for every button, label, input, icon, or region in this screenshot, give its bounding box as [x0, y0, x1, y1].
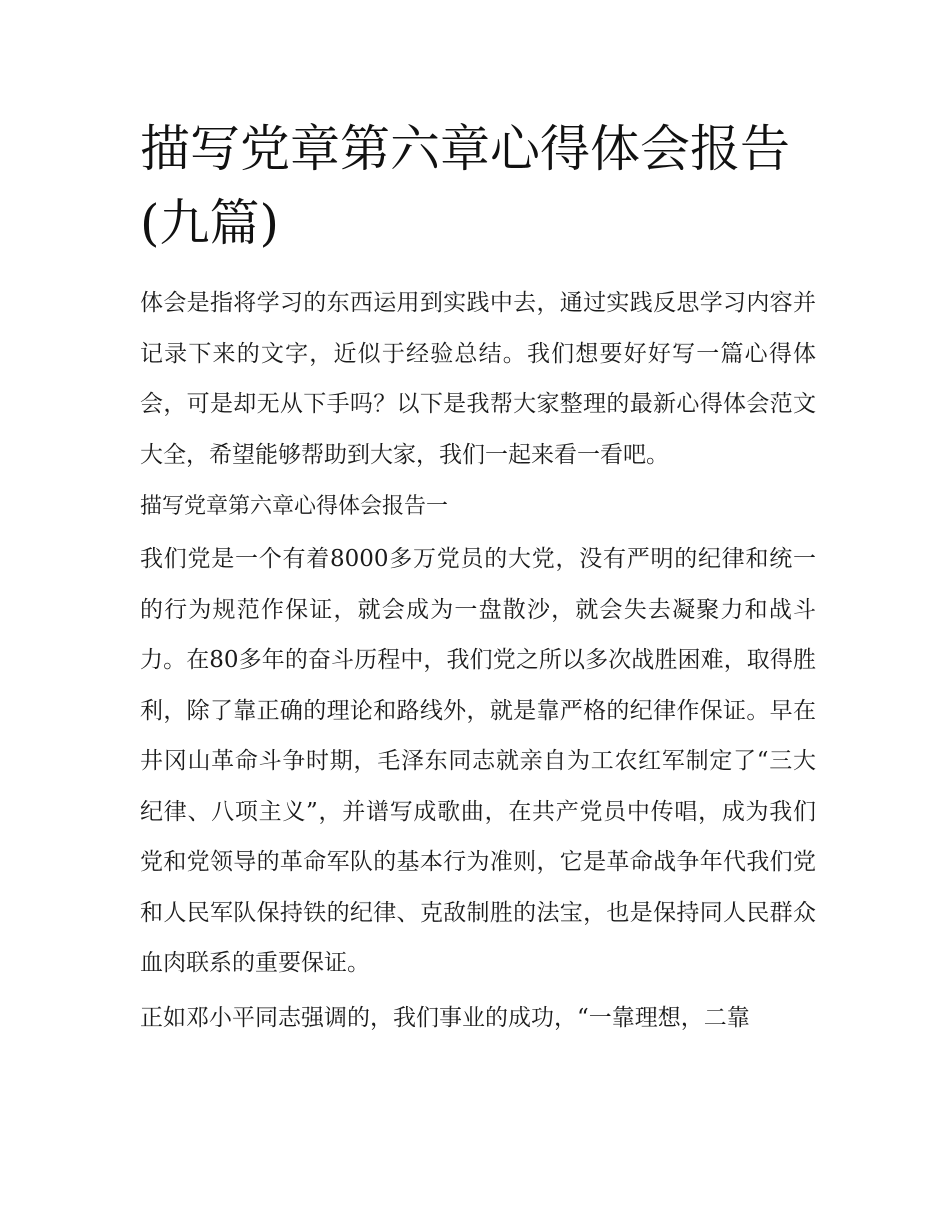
document-body	[140, 278, 816, 1047]
document-title: 描写党章第六章心得体会报告(九篇)	[140, 120, 790, 252]
body-paragraph-1: 我们党是一个有着8000多万党员的大党，没有严明的纪律和统一的行为规范作保证，就会成为一盘散沙，就会失去凝聚力和战斗力。在80多年的奋斗历程中，我们党之所以多次战胜困难，取得胜利，除了靠正确的理论和路线外，就是靠严格的纪律作保证。早在井冈山革命斗争时期，毛泽东同志就亲自为工农红军制定了“三大纪律、八项主义”，并谱写成歌曲，在共产党员中传唱，成为我们党和党领导的革命军队的基本行为准则，它是革命战争年代我们党和人民军队保持铁的纪律、克敌制胜的法宝，也是保持同人民群众血肉联系的重要保证。	[140, 546, 816, 976]
section-heading-1: 描写党章第六章心得体会报告一	[140, 494, 449, 519]
body-paragraph-2: 正如邓小平同志强调的，我们事业的成功，“一靠理想，二靠	[140, 1004, 750, 1031]
intro-paragraph: 体会是指将学习的东西运用到实践中去，通过实践反思学习内容并记录下来的文字，近似于经验总结。我们想要好好写一篇心得体会，可是却无从下手吗？以下是我帮大家整理的最新心得体会范文大全，希望能够帮助到大家，我们一起来看一看吧。	[140, 290, 816, 468]
